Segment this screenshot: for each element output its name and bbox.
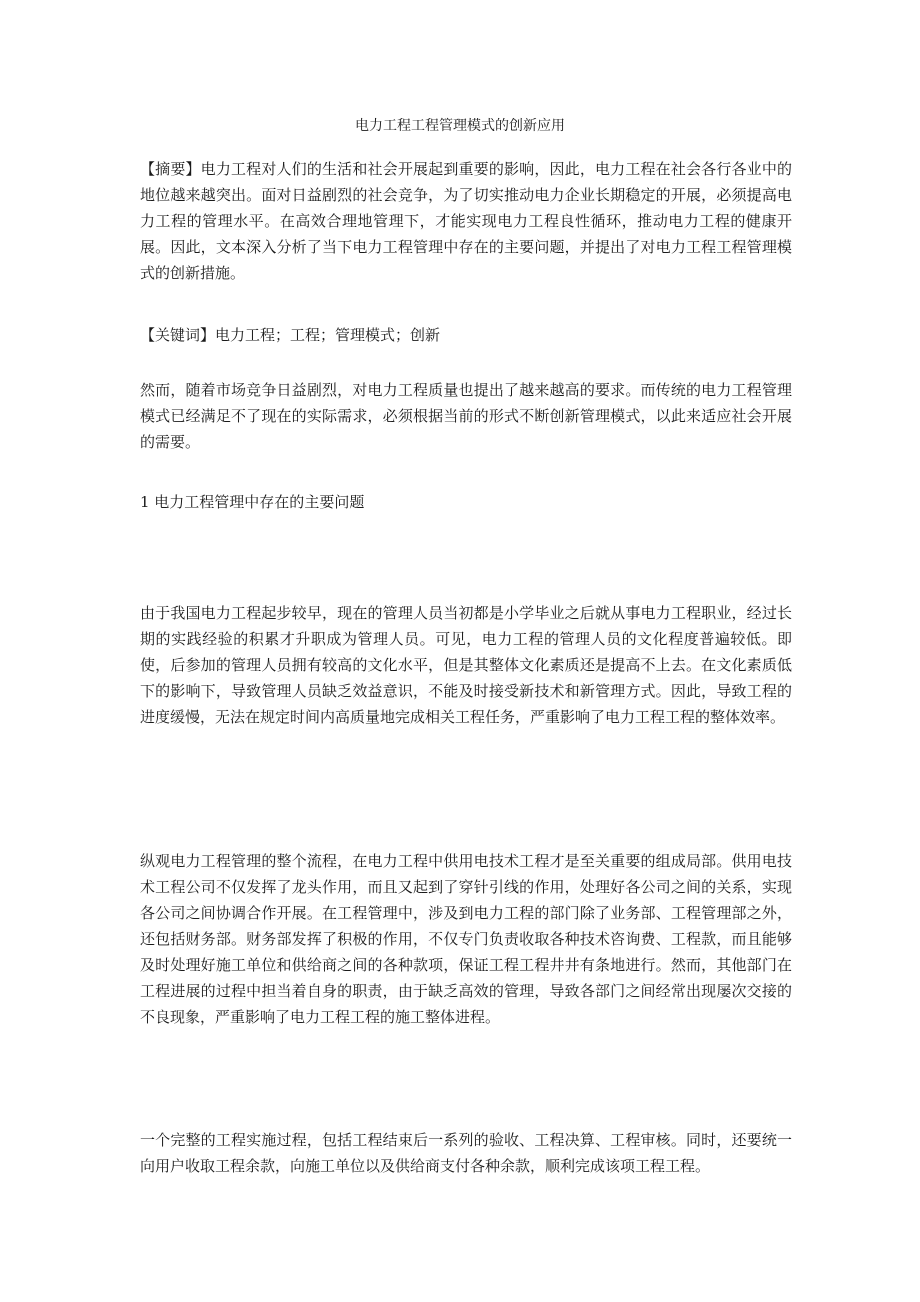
document-title: 电力工程工程管理模式的创新应用 — [355, 118, 565, 134]
section-heading: 1 电力工程管理中存在的主要问题 — [140, 493, 365, 511]
keywords-paragraph: 【关键词】电力工程；工程；管理模式；创新 — [140, 326, 441, 344]
intro-paragraph: 然而，随着市场竞争日益剧烈，对电力工程质量也提出了越来越高的要求。而传统的电力工程管理模式已经满足不了现在的实际需求，必须根据当前的形式不断创新管理模式，以此来适应社会开展的需要。 — [140, 381, 792, 451]
body-paragraph: 一个完整的工程实施过程，包括工程结束后一系列的验收、工程决算、工程审核。同时，还要统一向用户收取工程余款，向施工单位以及供给商支付各种余款，顺利完成该项工程工程。 — [140, 1131, 792, 1175]
body-paragraph: 纵观电力工程管理的整个流程，在电力工程中供用电技术工程才是至关重要的组成局部。供用电技术工程公司不仅发挥了龙头作用，而且又起到了穿针引线的作用，处理好各公司之间的关系，实现各公司之间协调合作开展。在工程管理中，涉及到电力工程的部门除了业务部、工程管理部之外，还包括财务部。财务部发挥了积极的作用，不仅专门负责收取各种技术咨询费、工程款，而且能够及时处理好施工单位和供给商之间的各种款项，保证工程工程井井有条地进行。然而，其他部门在工程进展的过程中担当着自身的职责，由于缺乏高效的管理，导致各部门之间经常出现屡次交接的不良现象，严重影响了电力工程工程的施工整体进程。 — [140, 852, 792, 1026]
abstract-paragraph: 【摘要】电力工程对人们的生活和社会开展起到重要的影响，因此，电力工程在社会各行各业中的地位越来越突出。面对日益剧烈的社会竞争，为了切实推动电力企业长期稳定的开展，必须提高电力工程的管理水平。在高效合理地管理下，才能实现电力工程良性循环，推动电力工程的健康开展。因此，文本深入分析了当下电力工程管理中存在的主要问题，并提出了对电力工程工程管理模式的创新措施。 — [140, 160, 792, 282]
body-paragraph: 由于我国电力工程起步较早，现在的管理人员当初都是小学毕业之后就从事电力工程职业，经过长期的实践经验的积累才升职成为管理人员。可见，电力工程的管理人员的文化程度普遍较低。即使，后参加的管理人员拥有较高的文化水平，但是其整体文化素质还是提高不上去。在文化素质低下的影响下，导致管理人员缺乏效益意识，不能及时接受新技术和新管理方式。因此，导致工程的进度缓慢，无法在规定时间内高质量地完成相关工程任务，严重影响了电力工程工程的整体效率。 — [140, 604, 792, 726]
